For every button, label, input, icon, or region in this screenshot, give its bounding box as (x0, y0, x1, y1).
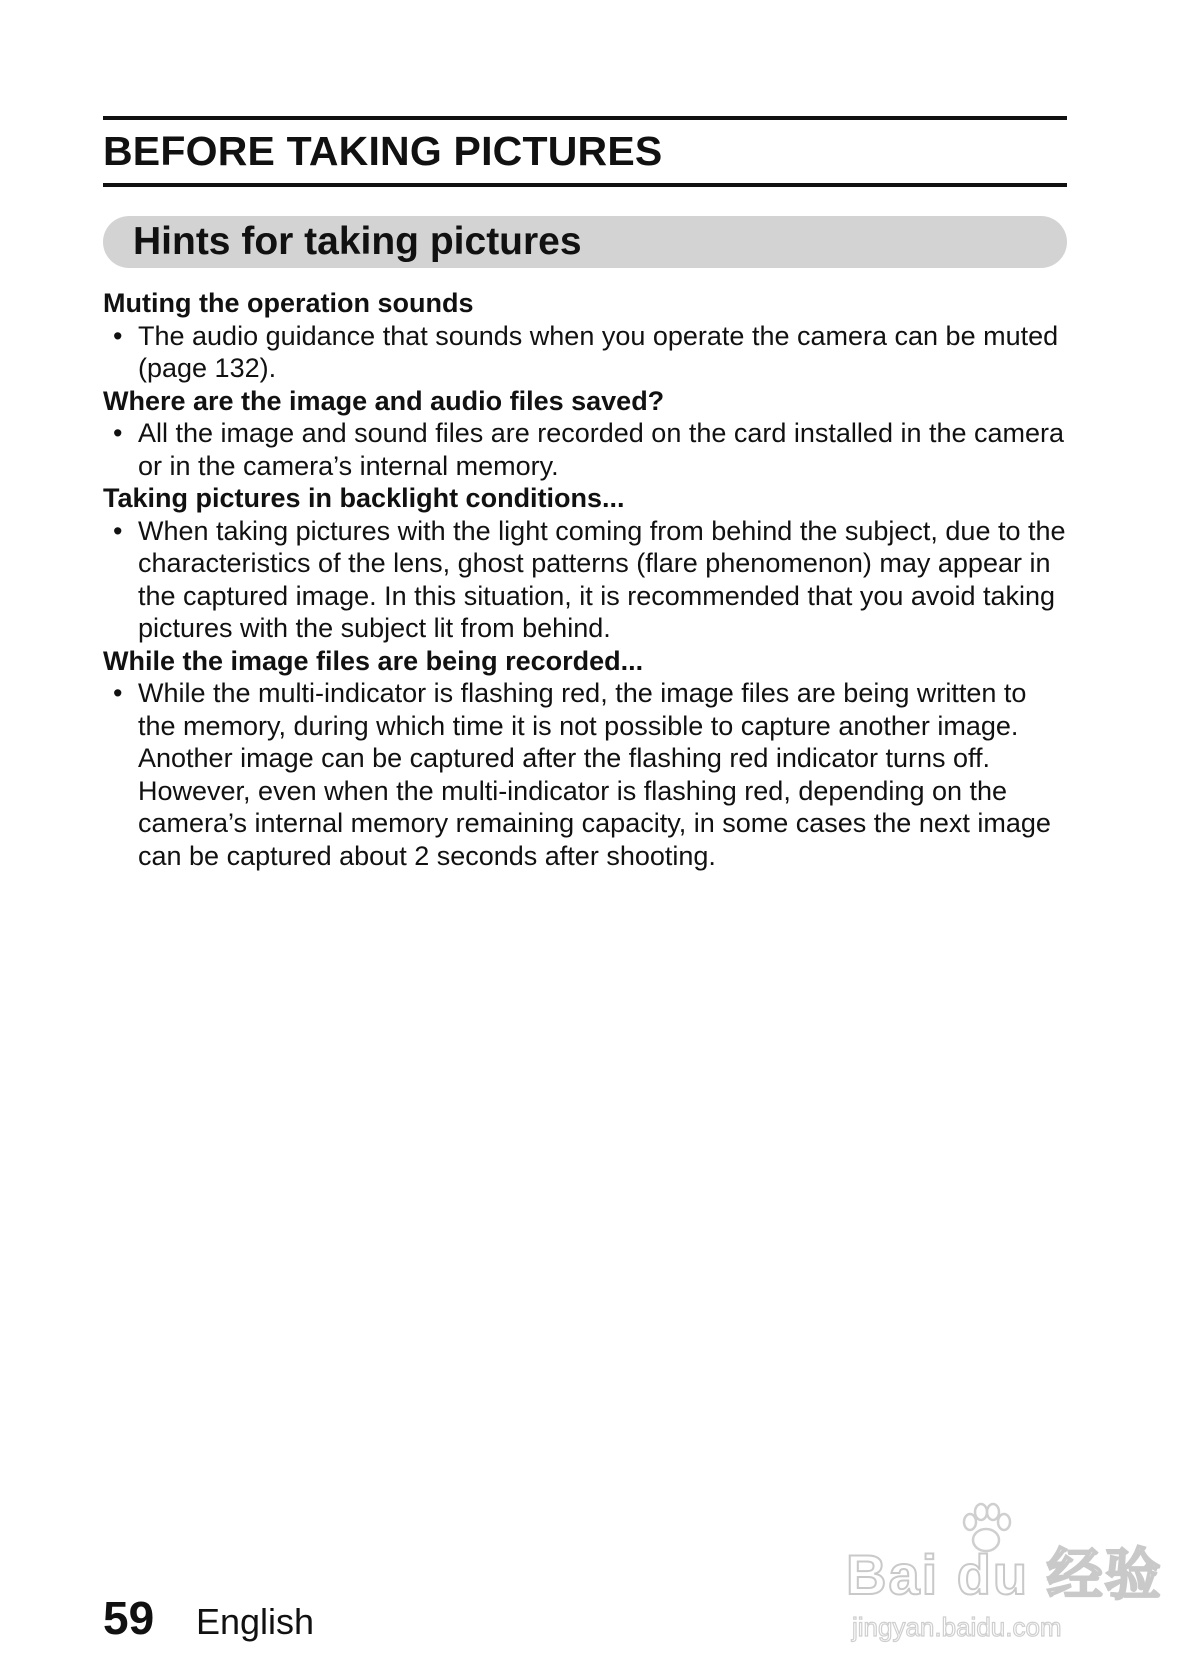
bullet-icon: • (113, 320, 123, 351)
watermark-logo-text: Bai du 经验 (846, 1543, 1163, 1606)
section-header (103, 216, 1067, 268)
hint-heading: While the image files are being recorded... (103, 645, 644, 676)
hint-bullet-text: When taking pictures with the light coming from behind the subject, due to the characteristics of the lens, ghost patterns (flare phenomenon) may appear in the captured image. In this situation, it is recommended that you avoid taking pictures with the subject lit from behind. (138, 515, 1066, 643)
hints-content (103, 287, 1067, 872)
bullet-icon: • (113, 678, 123, 708)
bullet-icon: • (113, 515, 123, 546)
page-number: 59 (103, 1592, 155, 1644)
chapter-title: BEFORE TAKING PICTURES (103, 128, 663, 174)
page-language: English (196, 1601, 315, 1642)
hint-block (103, 482, 1067, 645)
hint-bullet (103, 417, 1067, 482)
hint-bullet (103, 515, 1067, 645)
chapter-rule-top (103, 116, 1067, 120)
baidu-jingyan-watermark (846, 1500, 1163, 1660)
hint-heading: Where are the image and audio files saved? (103, 385, 665, 416)
bullet-icon: • (113, 418, 123, 448)
hint-heading: Taking pictures in backlight conditions... (103, 483, 625, 513)
chapter-rule-bottom (103, 183, 1067, 187)
hint-heading: Muting the operation sounds (103, 288, 474, 318)
hint-bullet-text: While the multi-indicator is flashing red, the image files are being written to the memory, during which time it is not possible to capture another image. Another image can be captured after the flashing red indicator turns off. However, even when the multi-indicator is flashing red, depending on the camera’s internal memory remaining capacity, in some cases the next image can be captured about 2 seconds after shooting. (138, 678, 1051, 871)
hint-block (103, 287, 1067, 385)
hint-bullet-text: The audio guidance that sounds when you operate the camera can be muted (page 132). (138, 320, 1059, 383)
watermark-url-text: jingyan.baidu.com (852, 1612, 1062, 1642)
hint-bullet (103, 320, 1067, 385)
hint-bullet (103, 677, 1067, 872)
section-title: Hints for taking pictures (133, 220, 582, 263)
hint-block (103, 645, 1067, 873)
hint-bullet-text: All the image and sound files are recorded on the card installed in the camera or in the camera’s internal memory. (138, 418, 1065, 481)
hint-block (103, 385, 1067, 483)
